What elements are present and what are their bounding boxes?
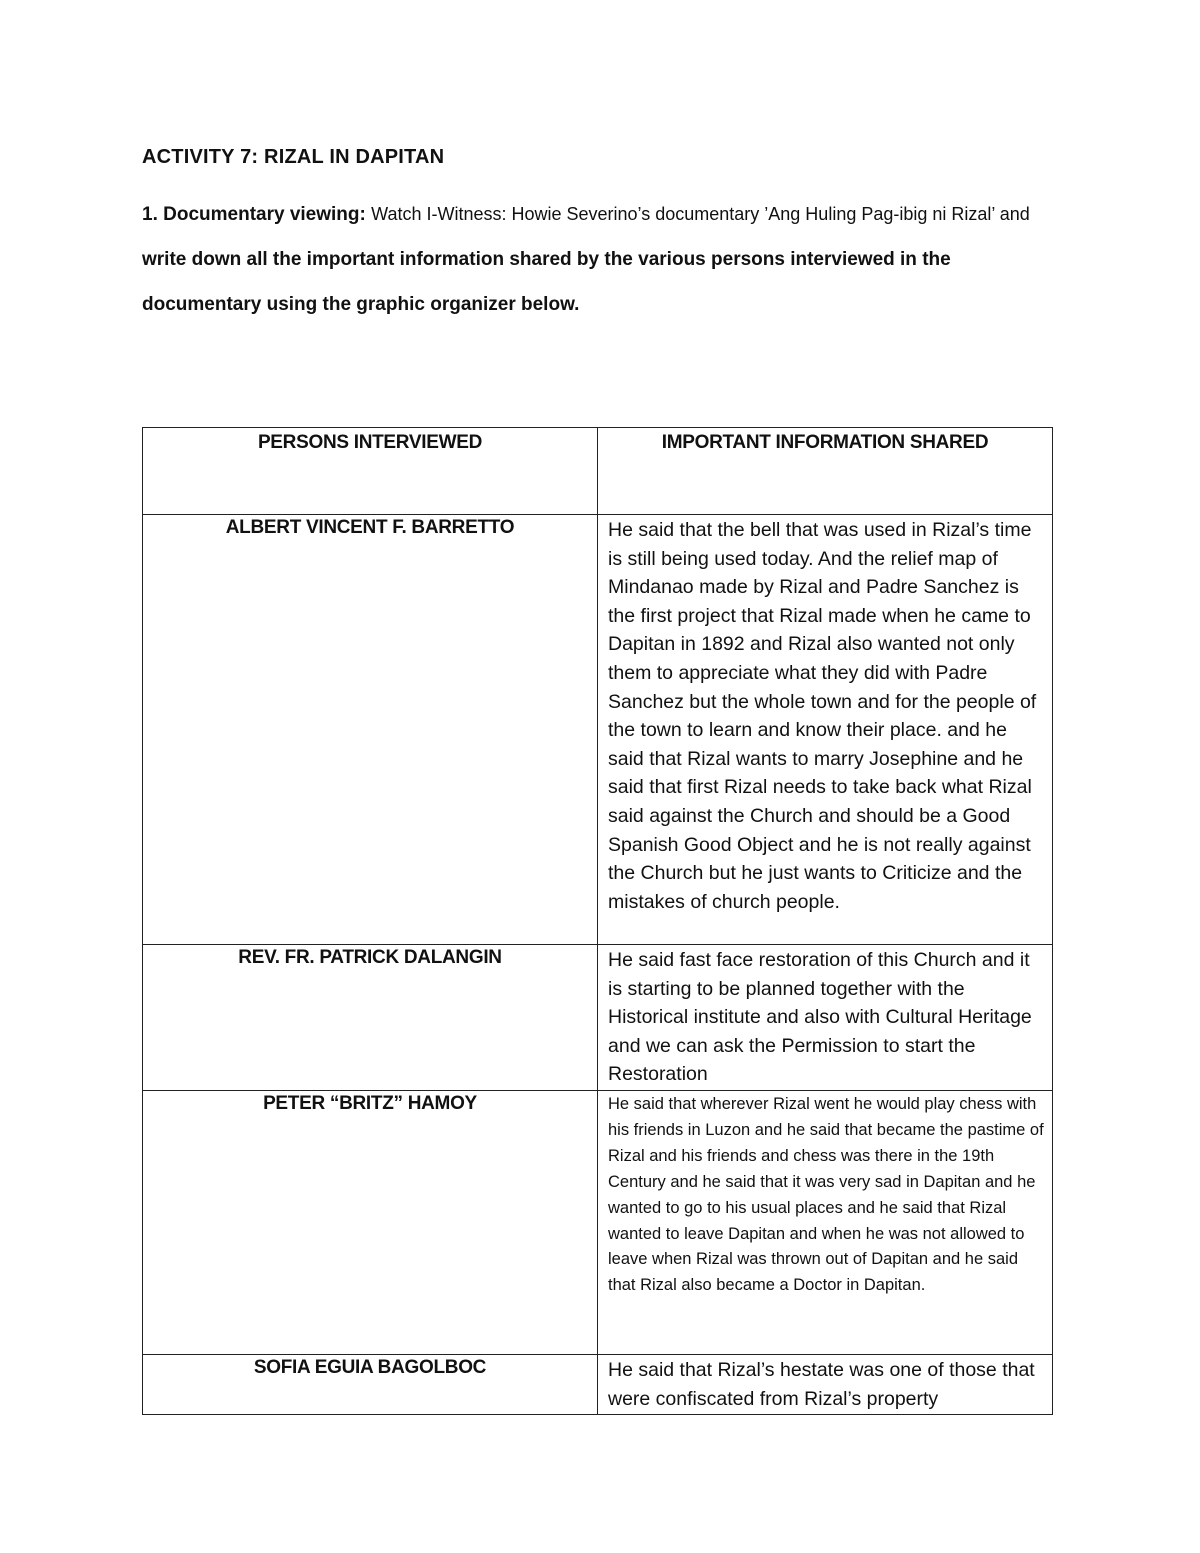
person-name: PETER “BRITZ” HAMOY xyxy=(143,1091,598,1355)
instruction-label: Documentary viewing: xyxy=(163,204,366,225)
person-name: ALBERT VINCENT F. BARRETTO xyxy=(143,515,598,945)
instruction-text-plain: Watch I-Witness: Howie Severino’s documentary ’Ang Huling Pag-ibig ni Rizal’ and xyxy=(371,204,1030,224)
person-name: SOFIA EGUIA BAGOLBOC xyxy=(143,1355,598,1415)
person-info: He said that the bell that was used in Rizal’s time is still being used today. And the relief map of Mindanao made by Rizal and Padre Sanchez is the first project that Rizal made when he came to Dapitan in 1892 and Rizal also wanted not only them to appreciate what they did with Padre Sanchez but the whole town and for the people of the town to learn and know their place. and he said that Rizal wants to marry Josephine and he said that first Rizal needs to take back what Rizal said against the Church and should be a Good Spanish Good Object and he is not really against the Church but he just wants to Criticize and the mistakes of church people. xyxy=(598,515,1053,945)
graphic-organizer-table xyxy=(142,427,1053,1415)
person-info: He said fast face restoration of this Church and it is starting to be planned together with the Historical institute and also with Cultural Heritage and we can ask the Permission to start the Restoration xyxy=(598,945,1053,1091)
instruction-text-bold: write down all the important information shared by the various persons interviewed in the documentary using the graphic organizer below. xyxy=(142,249,951,315)
table-row xyxy=(143,1355,1053,1415)
activity-title: ACTIVITY 7: RIZAL IN DAPITAN xyxy=(142,146,445,168)
person-name: REV. FR. PATRICK DALANGIN xyxy=(143,945,598,1091)
table-header-row xyxy=(143,428,1053,515)
table-row xyxy=(143,945,1053,1091)
person-info: He said that wherever Rizal went he would play chess with his friends in Luzon and he said that became the pastime of Rizal and his friends and chess was there in the 19th Century and he said that it was very sad in Dapitan and he wanted to go to his usual places and he said that Rizal wanted to leave Dapitan and when he was not allowed to leave when Rizal was thrown out of Dapitan and he said that Rizal also became a Doctor in Dapitan. xyxy=(598,1091,1053,1355)
instruction-number: 1. xyxy=(142,204,158,225)
person-info: He said that Rizal’s hestate was one of those that were confiscated from Rizal’s property xyxy=(598,1355,1053,1415)
header-important-information: IMPORTANT INFORMATION SHARED xyxy=(598,428,1053,515)
table-row xyxy=(143,515,1053,945)
instructions-paragraph xyxy=(142,192,1062,327)
table-row xyxy=(143,1091,1053,1355)
header-persons-interviewed: PERSONS INTERVIEWED xyxy=(143,428,598,515)
